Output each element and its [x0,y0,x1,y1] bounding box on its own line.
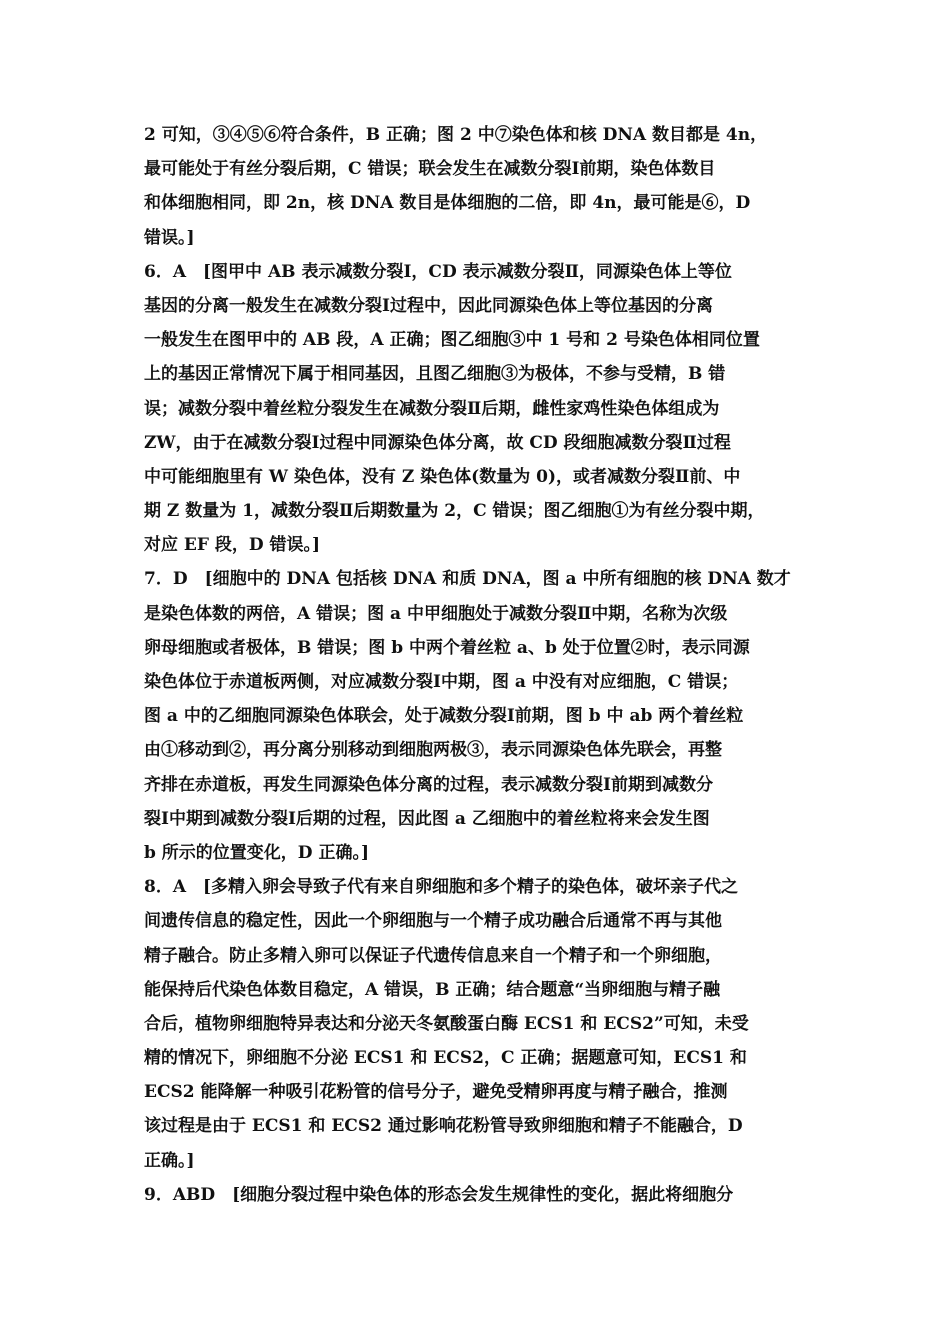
text-line: 2 可知，③④⑤⑥符合条件，B 正确；图 2 中⑦染色体和核 DNA 数目都是 4n， [144,125,768,145]
answer-9-line: 9．ABD [细胞分裂过程中染色体的形态会发生规律性的变化，据此将细胞分 [144,1184,734,1205]
answer-6-line: 6．A [图甲中 AB 表示减数分裂Ⅰ，CD 表示减数分裂Ⅱ，同源染色体上等位 [144,261,732,282]
text-line: 对应 EF 段，D 错误。] [144,535,321,556]
text-line: 该过程是由于 ECS1 和 ECS2 通过影响花粉管导致卵细胞和精子不能融合，D [144,1116,743,1137]
text-line: ZW，由于在减数分裂Ⅰ过程中同源染色体分离，故 CD 段细胞减数分裂Ⅱ过程 [144,432,731,453]
text-line: 上的基因正常情况下属于相同基因，且图乙细胞③为极体，不参与受精，B 错 [144,364,726,385]
answer-7-line: 7．D [细胞中的 DNA 包括核 DNA 和质 DNA，图 a 中所有细胞的核 DNA 数才 [144,569,791,590]
text-line: 误；减数分裂中着丝粒分裂发生在减数分裂Ⅱ后期，雌性家鸡性染色体组成为 [144,398,720,419]
text-line: 卵母细胞或者极体，B 错误；图 b 中两个着丝粒 a、b 处于位置②时，表示同源 [144,637,750,658]
text-line: 精的情况下，卵细胞不分泌 ECS1 和 ECS2，C 正确；据题意可知，ECS1 和 [144,1048,747,1069]
text-line: 裂Ⅰ中期到减数分裂Ⅰ后期的过程，因此图 a 乙细胞中的着丝粒将来会发生图 [144,808,710,829]
answer-8-line: 8．A [多精入卵会导致子代有来自卵细胞和多个精子的染色体，破坏亲子代之 [144,877,739,898]
text-line: 和体细胞相同，即 2n，核 DNA 数目是体细胞的二倍，即 4n，最可能是⑥，D [144,193,751,214]
text-line: 是染色体数的两倍，A 错误；图 a 中甲细胞处于减数分裂Ⅱ中期，名称为次级 [144,603,728,624]
text-line: 由①移动到②，再分离分别移动到细胞两极③，表示同源染色体先联会，再整 [144,740,722,761]
text-line: 基因的分离一般发生在减数分裂Ⅰ过程中，因此同源染色体上等位基因的分离 [144,295,713,316]
answer-explanation-text [144,118,814,1212]
text-line: 图 a 中的乙细胞同源染色体联会，处于减数分裂Ⅰ前期，图 b 中 ab 两个着丝粒 [144,706,744,727]
text-line: b 所示的位置变化，D 正确。] [144,842,370,863]
text-line: ECS2 能降解一种吸引花粉管的信号分子，避免受精卵再度与精子融合，推测 [144,1082,728,1103]
text-line: 最可能处于有丝分裂后期，C 错误；联会发生在减数分裂Ⅰ前期，染色体数目 [144,159,716,180]
text-line: 能保持后代染色体数目稳定，A 错误，B 正确；结合题意“当卵细胞与精子融 [144,979,721,1000]
text-line: 中可能细胞里有 W 染色体，没有 Z 染色体(数量为 0)，或者减数分裂Ⅱ前、中 [144,466,741,487]
text-line: 一般发生在图甲中的 AB 段，A 正确；图乙细胞③中 1 号和 2 号染色体相同位置 [144,330,760,351]
text-line: 染色体位于赤道板两侧，对应减数分裂Ⅰ中期，图 a 中没有对应细胞，C 错误； [144,672,739,692]
text-line: 精子融合。防止多精入卵可以保证子代遗传信息来自一个精子和一个卵细胞， [144,945,722,966]
text-line: 错误。] [144,227,195,248]
text-line: 期 Z 数量为 1，减数分裂Ⅱ后期数量为 2，C 错误；图乙细胞①为有丝分裂中期， [144,501,765,522]
text-line: 合后，植物卵细胞特异表达和分泌天冬氨酸蛋白酶 ECS1 和 ECS2”可知，未受 [144,1013,749,1034]
text-line: 正确。] [144,1150,195,1171]
text-line: 齐排在赤道板，再发生同源染色体分离的过程，表示减数分裂Ⅰ前期到减数分 [144,774,713,795]
text-line: 间遗传信息的稳定性，因此一个卵细胞与一个精子成功融合后通常不再与其他 [144,911,722,932]
